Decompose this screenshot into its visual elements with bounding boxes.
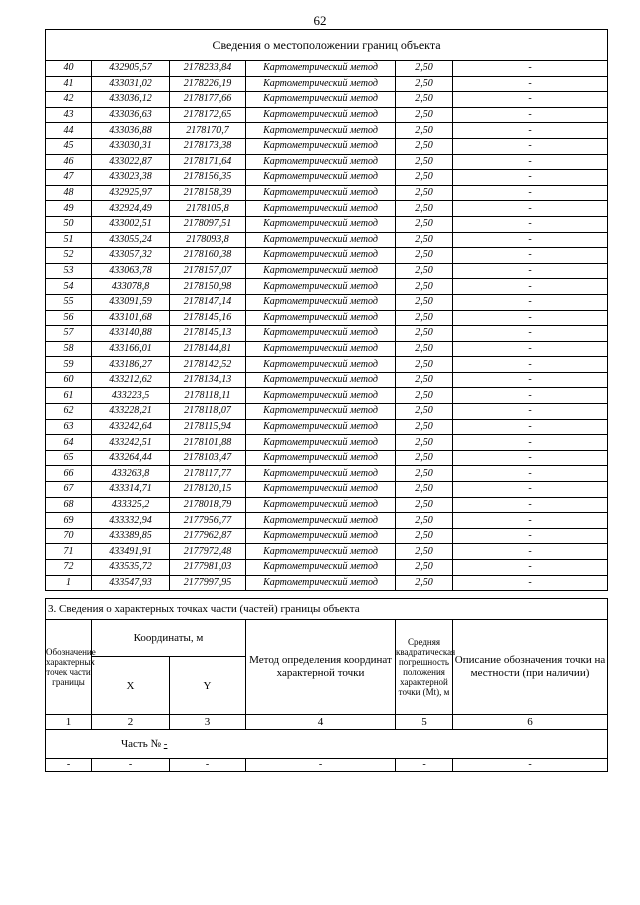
- coord-y: 2178157,07: [170, 263, 246, 279]
- coord-x: 433264,44: [92, 450, 170, 466]
- method: Картометрический метод: [246, 201, 396, 217]
- accuracy: 2,50: [396, 513, 453, 529]
- accuracy: 2,50: [396, 341, 453, 357]
- accuracy: 2,50: [396, 154, 453, 170]
- table-row: [46, 76, 608, 92]
- table-row: [46, 575, 608, 591]
- table-row: [46, 560, 608, 576]
- description: -: [453, 404, 608, 420]
- description: -: [453, 248, 608, 264]
- coord-y: 2178118,11: [170, 388, 246, 404]
- col-point-header: Обозначение характерных точек части границы: [46, 620, 92, 715]
- description: -: [453, 388, 608, 404]
- coord-x: 433186,27: [92, 357, 170, 373]
- table-row: [46, 513, 608, 529]
- table-row: [46, 61, 608, 77]
- accuracy: 2,50: [396, 435, 453, 451]
- dash-cell: -: [92, 759, 170, 772]
- point-number: 67: [46, 482, 92, 498]
- table-row: [46, 123, 608, 139]
- coord-y: 2177981,03: [170, 560, 246, 576]
- accuracy: 2,50: [396, 450, 453, 466]
- col-number: 1: [46, 715, 92, 730]
- method: Картометрический метод: [246, 216, 396, 232]
- description: -: [453, 544, 608, 560]
- table-row: [46, 544, 608, 560]
- coord-y: 2177997,95: [170, 575, 246, 591]
- description: -: [453, 294, 608, 310]
- coord-y: 2178144,81: [170, 341, 246, 357]
- description: -: [453, 216, 608, 232]
- coord-x: 433023,38: [92, 170, 170, 186]
- accuracy: 2,50: [396, 326, 453, 342]
- coord-y: 2178134,13: [170, 372, 246, 388]
- coord-y: 2178147,14: [170, 294, 246, 310]
- method: Картометрический метод: [246, 450, 396, 466]
- coord-y: 2178145,16: [170, 310, 246, 326]
- coord-x: 433078,8: [92, 279, 170, 295]
- point-number: 68: [46, 497, 92, 513]
- method: Картометрический метод: [246, 279, 396, 295]
- accuracy: 2,50: [396, 310, 453, 326]
- method: Картометрический метод: [246, 263, 396, 279]
- table-row: [46, 107, 608, 123]
- coord-x: 433491,91: [92, 544, 170, 560]
- section3-table: [45, 598, 608, 772]
- accuracy: 2,50: [396, 61, 453, 77]
- point-number: 71: [46, 544, 92, 560]
- method: Картометрический метод: [246, 544, 396, 560]
- point-number: 43: [46, 107, 92, 123]
- coord-y: 2178105,8: [170, 201, 246, 217]
- method: Картометрический метод: [246, 513, 396, 529]
- coord-x: 433228,21: [92, 404, 170, 420]
- part-label: Часть №: [121, 738, 161, 750]
- coord-x: 432924,49: [92, 201, 170, 217]
- dash-cell: -: [46, 759, 92, 772]
- col-x-header: X: [92, 657, 170, 715]
- accuracy: 2,50: [396, 357, 453, 373]
- description: -: [453, 513, 608, 529]
- coord-y: 2178172,65: [170, 107, 246, 123]
- col-number: 2: [92, 715, 170, 730]
- table-row: [46, 528, 608, 544]
- coord-y: 2178103,47: [170, 450, 246, 466]
- point-number: 47: [46, 170, 92, 186]
- coord-y: 2177962,87: [170, 528, 246, 544]
- dash-cell: -: [453, 759, 608, 772]
- coord-x: 433212,62: [92, 372, 170, 388]
- accuracy: 2,50: [396, 560, 453, 576]
- description: -: [453, 232, 608, 248]
- coord-x: 433057,32: [92, 248, 170, 264]
- point-number: 65: [46, 450, 92, 466]
- description: -: [453, 419, 608, 435]
- point-number: 55: [46, 294, 92, 310]
- coord-x: 433036,63: [92, 107, 170, 123]
- accuracy: 2,50: [396, 528, 453, 544]
- table-row: [46, 466, 608, 482]
- coord-x: 433091,59: [92, 294, 170, 310]
- coord-x: 433055,24: [92, 232, 170, 248]
- coord-y: 2178115,94: [170, 419, 246, 435]
- coord-x: 433031,02: [92, 76, 170, 92]
- method: Картометрический метод: [246, 388, 396, 404]
- table-row: [46, 279, 608, 295]
- point-number: 59: [46, 357, 92, 373]
- description: -: [453, 263, 608, 279]
- table-row: [46, 450, 608, 466]
- method: Картометрический метод: [246, 497, 396, 513]
- method: Картометрический метод: [246, 466, 396, 482]
- point-number: 52: [46, 248, 92, 264]
- coord-y: 2178093,8: [170, 232, 246, 248]
- accuracy: 2,50: [396, 544, 453, 560]
- method: Картометрический метод: [246, 528, 396, 544]
- col-number: 5: [396, 715, 453, 730]
- coord-y: 2178233,84: [170, 61, 246, 77]
- accuracy: 2,50: [396, 185, 453, 201]
- col-number: 3: [170, 715, 246, 730]
- coord-x: 433535,72: [92, 560, 170, 576]
- description: -: [453, 92, 608, 108]
- method: Картометрический метод: [246, 419, 396, 435]
- coord-y: 2178120,15: [170, 482, 246, 498]
- coord-x: 433223,5: [92, 388, 170, 404]
- table-row: [46, 404, 608, 420]
- coord-y: 2178158,39: [170, 185, 246, 201]
- table-row: [46, 482, 608, 498]
- point-number: 54: [46, 279, 92, 295]
- boundary-rows: [46, 61, 608, 591]
- part-row: [46, 730, 608, 759]
- method: Картометрический метод: [246, 310, 396, 326]
- method: Картометрический метод: [246, 154, 396, 170]
- section3-title: 3. Сведения о характерных точках части (частей) границы объекта: [46, 599, 608, 620]
- coord-x: 433063,78: [92, 263, 170, 279]
- point-number: 69: [46, 513, 92, 529]
- point-number: 46: [46, 154, 92, 170]
- point-number: 50: [46, 216, 92, 232]
- description: -: [453, 372, 608, 388]
- part-value: -: [163, 738, 168, 750]
- table-row: [46, 419, 608, 435]
- point-number: 1: [46, 575, 92, 591]
- point-number: 70: [46, 528, 92, 544]
- coord-y: 2177972,48: [170, 544, 246, 560]
- coord-y: 2178150,98: [170, 279, 246, 295]
- col-desc-header: Описание обозначения точки на местности (при наличии): [453, 620, 608, 715]
- coord-x: 433242,51: [92, 435, 170, 451]
- col-y-header: Y: [170, 657, 246, 715]
- table-row: [46, 232, 608, 248]
- accuracy: 2,50: [396, 575, 453, 591]
- point-number: 48: [46, 185, 92, 201]
- coord-x: 433332,94: [92, 513, 170, 529]
- boundary-table: [45, 29, 608, 591]
- coord-y: 2178173,38: [170, 138, 246, 154]
- description: -: [453, 76, 608, 92]
- accuracy: 2,50: [396, 419, 453, 435]
- method: Картометрический метод: [246, 294, 396, 310]
- col-number: 6: [453, 715, 608, 730]
- method: Картометрический метод: [246, 185, 396, 201]
- method: Картометрический метод: [246, 435, 396, 451]
- coord-x: 433389,85: [92, 528, 170, 544]
- accuracy: 2,50: [396, 404, 453, 420]
- accuracy: 2,50: [396, 466, 453, 482]
- coord-x: 433036,88: [92, 123, 170, 139]
- coord-x: 432905,57: [92, 61, 170, 77]
- table-row: [46, 435, 608, 451]
- point-number: 41: [46, 76, 92, 92]
- coord-x: 433242,64: [92, 419, 170, 435]
- coord-y: 2178226,19: [170, 76, 246, 92]
- accuracy: 2,50: [396, 248, 453, 264]
- accuracy: 2,50: [396, 107, 453, 123]
- coord-x: 433547,93: [92, 575, 170, 591]
- description: -: [453, 466, 608, 482]
- description: -: [453, 575, 608, 591]
- coord-y: 2178142,52: [170, 357, 246, 373]
- method: Картометрический метод: [246, 482, 396, 498]
- accuracy: 2,50: [396, 497, 453, 513]
- point-number: 42: [46, 92, 92, 108]
- dash-cell: -: [396, 759, 453, 772]
- description: -: [453, 435, 608, 451]
- table-row: [46, 201, 608, 217]
- coord-x: 433325,2: [92, 497, 170, 513]
- coord-y: 2178117,77: [170, 466, 246, 482]
- coord-x: 433002,51: [92, 216, 170, 232]
- accuracy: 2,50: [396, 388, 453, 404]
- point-number: 63: [46, 419, 92, 435]
- col-accuracy-header: Средняя квадратическая погрешность положения характерной точки (Mt), м: [396, 620, 453, 715]
- coord-y: 2178145,13: [170, 326, 246, 342]
- description: -: [453, 482, 608, 498]
- description: -: [453, 61, 608, 77]
- coord-y: 2178170,7: [170, 123, 246, 139]
- description: -: [453, 357, 608, 373]
- table-row: [46, 216, 608, 232]
- accuracy: 2,50: [396, 138, 453, 154]
- description: -: [453, 107, 608, 123]
- coord-y: 2178160,38: [170, 248, 246, 264]
- method: Картометрический метод: [246, 92, 396, 108]
- method: Картометрический метод: [246, 357, 396, 373]
- description: -: [453, 341, 608, 357]
- table-row: [46, 248, 608, 264]
- coord-y: 2178018,79: [170, 497, 246, 513]
- col-method-header: Метод определения координат характерной точки: [246, 620, 396, 715]
- description: -: [453, 170, 608, 186]
- point-number: 45: [46, 138, 92, 154]
- point-number: 53: [46, 263, 92, 279]
- description: -: [453, 497, 608, 513]
- method: Картометрический метод: [246, 170, 396, 186]
- accuracy: 2,50: [396, 216, 453, 232]
- table-row: [46, 92, 608, 108]
- dash-cell: -: [246, 759, 396, 772]
- coord-y: 2178156,35: [170, 170, 246, 186]
- method: Картометрический метод: [246, 107, 396, 123]
- table-row: [46, 388, 608, 404]
- point-number: 57: [46, 326, 92, 342]
- dash-cell: -: [170, 759, 246, 772]
- description: -: [453, 279, 608, 295]
- col-number: 4: [246, 715, 396, 730]
- coord-y: 2178177,66: [170, 92, 246, 108]
- method: Картометрический метод: [246, 248, 396, 264]
- accuracy: 2,50: [396, 232, 453, 248]
- description: -: [453, 450, 608, 466]
- method: Картометрический метод: [246, 341, 396, 357]
- page-number: 62: [313, 13, 327, 28]
- description: -: [453, 201, 608, 217]
- method: Картометрический метод: [246, 76, 396, 92]
- table-row: [46, 263, 608, 279]
- col-coords-header: Координаты, м: [92, 620, 246, 657]
- method: Картометрический метод: [246, 326, 396, 342]
- accuracy: 2,50: [396, 263, 453, 279]
- point-number: 51: [46, 232, 92, 248]
- coord-x: 433030,31: [92, 138, 170, 154]
- coord-y: 2178101,88: [170, 435, 246, 451]
- description: -: [453, 123, 608, 139]
- table-row: [46, 185, 608, 201]
- point-number: 56: [46, 310, 92, 326]
- coord-y: 2178171,64: [170, 154, 246, 170]
- section-title: Сведения о местоположении границ объекта: [46, 30, 608, 61]
- coord-x: 433036,12: [92, 92, 170, 108]
- coord-y: 2178097,51: [170, 216, 246, 232]
- coord-x: 433166,01: [92, 341, 170, 357]
- point-number: 58: [46, 341, 92, 357]
- coord-y: 2178118,07: [170, 404, 246, 420]
- table-row: [46, 372, 608, 388]
- point-number: 44: [46, 123, 92, 139]
- point-number: 40: [46, 61, 92, 77]
- accuracy: 2,50: [396, 170, 453, 186]
- method: Картометрический метод: [246, 372, 396, 388]
- description: -: [453, 560, 608, 576]
- coord-x: 433314,71: [92, 482, 170, 498]
- table-row: [46, 357, 608, 373]
- accuracy: 2,50: [396, 372, 453, 388]
- method: Картометрический метод: [246, 123, 396, 139]
- point-number: 66: [46, 466, 92, 482]
- point-number: 61: [46, 388, 92, 404]
- description: -: [453, 326, 608, 342]
- coord-x: 433101,68: [92, 310, 170, 326]
- accuracy: 2,50: [396, 279, 453, 295]
- method: Картометрический метод: [246, 61, 396, 77]
- table-row: [46, 294, 608, 310]
- table-row: [46, 326, 608, 342]
- description: -: [453, 185, 608, 201]
- coord-x: 433022,87: [92, 154, 170, 170]
- accuracy: 2,50: [396, 123, 453, 139]
- table-row: [46, 138, 608, 154]
- accuracy: 2,50: [396, 92, 453, 108]
- accuracy: 2,50: [396, 201, 453, 217]
- description: -: [453, 310, 608, 326]
- table-row: [46, 310, 608, 326]
- coord-x: 432925,97: [92, 185, 170, 201]
- point-number: 49: [46, 201, 92, 217]
- point-number: 64: [46, 435, 92, 451]
- table-row: [46, 497, 608, 513]
- method: Картометрический метод: [246, 138, 396, 154]
- method: Картометрический метод: [246, 575, 396, 591]
- coord-y: 2177956,77: [170, 513, 246, 529]
- accuracy: 2,50: [396, 76, 453, 92]
- description: -: [453, 138, 608, 154]
- point-number: 72: [46, 560, 92, 576]
- coord-x: 433140,88: [92, 326, 170, 342]
- accuracy: 2,50: [396, 482, 453, 498]
- table-row: [46, 170, 608, 186]
- method: Картометрический метод: [246, 404, 396, 420]
- accuracy: 2,50: [396, 294, 453, 310]
- table-row: [46, 341, 608, 357]
- method: Картометрический метод: [246, 232, 396, 248]
- description: -: [453, 154, 608, 170]
- point-number: 62: [46, 404, 92, 420]
- description: -: [453, 528, 608, 544]
- method: Картометрический метод: [246, 560, 396, 576]
- table-row: [46, 154, 608, 170]
- point-number: 60: [46, 372, 92, 388]
- coord-x: 433263,8: [92, 466, 170, 482]
